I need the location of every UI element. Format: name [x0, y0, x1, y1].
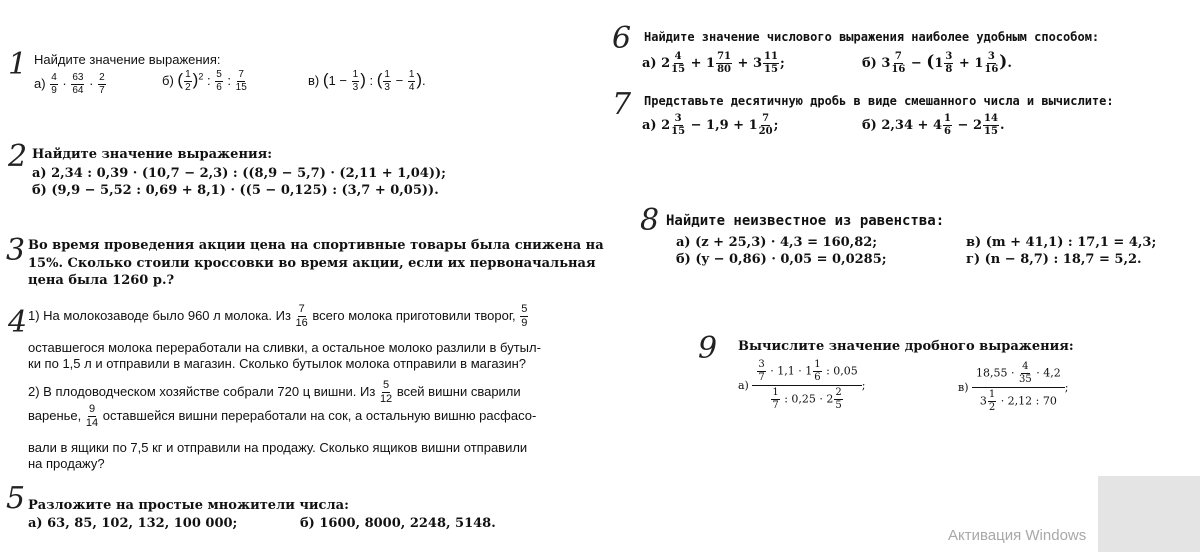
- fraction: $\frac{7}{16}$: [891, 51, 906, 75]
- task1-expressions: а) $\frac{4}{9}$ · $\frac{63}{64}$ · $\frac{2}{7}$: [34, 72, 105, 96]
- fraction: $\frac{3}{16}$: [984, 51, 999, 75]
- task-number-3: 3: [6, 233, 26, 268]
- fraction: $\frac{14}{15}$: [984, 113, 998, 137]
- fraction: $\frac{1}{6}$: [944, 113, 951, 137]
- task3-line2: 15%. Сколько стоили кроссовки во время акции, если их первоначальная: [28, 256, 596, 271]
- fraction: $\frac{4}{35}$: [1018, 361, 1032, 385]
- task-number-9: 9: [698, 331, 718, 366]
- fraction: $\frac{1}{3}$: [352, 69, 359, 94]
- task8-g: г) (n − 8,7) : 18,7 = 5,2.: [966, 252, 1142, 267]
- task6-b: б) 3 $\frac{7}{16}$ − (1 $\frac{3}{8}$ + 1 $\frac{3}{16}$ ).: [862, 51, 1012, 75]
- fraction: $\frac{1}{4}$: [408, 69, 415, 94]
- task4-p2-line3: вали в ящики по 7,5 кг и отправили на продажу. Сколько ящиков вишни отправили: [28, 440, 528, 455]
- task-number-1: 1: [8, 47, 28, 82]
- task1-b: б) ( $\frac{1}{2}$ )$^2$ : $\frac{5}{6}$ : $\frac{7}{15}$: [162, 69, 247, 94]
- task7-a: а) 2 $\frac{3}{15}$ − 1,9 + 1 $\frac{7}{20}$ ;: [642, 113, 779, 137]
- fraction: $\frac{9}{14}$: [85, 403, 99, 429]
- task9-v: в) 18,55 · $\frac{4}{35}$ · 4,2 3 $\frac{1}{2}$ · 2,12 : 70 ;: [958, 361, 1069, 413]
- windows-activation-watermark: Активация Windows: [948, 527, 1087, 544]
- task1-v: в) (1 − $\frac{1}{3}$ ) : ( $\frac{1}{3}$ − $\frac{1}{4}$ ).: [308, 69, 426, 94]
- task9-a: а) $\frac{3}{7}$ · 1,1 · 1 $\frac{1}{6}$ : 0,05 $\frac{1}{7}$ : 0,25 · 2 $\frac{2}{5}$ ;: [738, 359, 866, 411]
- task4-p2-line4: на продажу?: [28, 456, 105, 471]
- fraction: $\frac{2}{7}$: [99, 72, 105, 96]
- task4-p2-line1: 2) В плодоводческом хозяйстве собрали 720 ц вишни. Из $\frac{5}{12}$ всей вишни сварили: [28, 379, 521, 405]
- task5-title: Разложите на простые множители числа:: [28, 498, 349, 513]
- fraction: $\frac{5}{6}$: [216, 69, 222, 94]
- task2-a: а) 2,34 : 0,39 · (10,7 − 2,3) : ((8,9 − 5,7) · (2,11 + 1,04));: [32, 166, 446, 181]
- task8-b: б) (y − 0,86) · 0,05 = 0,0285;: [676, 252, 887, 267]
- task-number-2: 2: [8, 139, 28, 174]
- fraction: $\frac{7}{15}$: [235, 69, 247, 94]
- fraction: $\frac{2}{5}$: [835, 387, 842, 411]
- task2-title: Найдите значение выражения:: [32, 147, 273, 162]
- fraction: $\frac{1}{2}$: [988, 389, 996, 413]
- fraction: $\frac{4}{9}$: [51, 72, 57, 96]
- task6-a: а) 2 $\frac{4}{15}$ + 1 $\frac{71}{80}$ + 3 $\frac{11}{15}$ ;: [642, 51, 785, 75]
- task-number-7: 7: [612, 87, 632, 122]
- task3-line3: цена была 1260 р.?: [28, 273, 175, 288]
- task8-title: Найдите неизвестное из равенства:: [666, 213, 945, 229]
- task2-b: б) (9,9 − 5,52 : 0,69 + 8,1) · ((5 − 0,125) : (3,7 + 0,05)).: [32, 183, 439, 198]
- task8-v: в) (m + 41,1) : 17,1 = 4,3;: [966, 235, 1157, 250]
- compound-fraction-v: 18,55 · $\frac{4}{35}$ · 4,2 3 $\frac{1}{2}$ · 2,12 : 70: [972, 362, 1065, 413]
- grey-overlay: [1098, 476, 1200, 552]
- task5-a: а) 63, 85, 102, 132, 100 000;: [28, 516, 238, 531]
- task8-a: а) (z + 25,3) · 4,3 = 160,82;: [676, 235, 878, 250]
- task4-p1-line3: ки по 1,5 л и отправили в магазин. Сколько бутылок молока отправили в магазин?: [28, 356, 527, 371]
- fraction: $\frac{5}{12}$: [379, 379, 393, 405]
- fraction: $\frac{71}{80}$: [717, 51, 732, 75]
- fraction: $\frac{1}{3}$: [384, 69, 390, 94]
- task-number-8: 8: [640, 203, 660, 238]
- task-number-6: 6: [612, 21, 632, 56]
- fraction: $\frac{11}{15}$: [764, 51, 778, 75]
- task1-a-label: а): [34, 75, 46, 91]
- task6-title: Найдите значение числового выражения наиболее удобным способом:: [644, 30, 1100, 44]
- task1-title: Найдите значение выражения:: [34, 52, 221, 67]
- task9-title: Вычислите значение дробного выражения:: [738, 339, 1074, 354]
- task5-b: б) 1600, 8000, 2248, 5148.: [300, 516, 496, 531]
- task7-title: Представьте десятичную дробь в виде смешанного числа и вычислите:: [644, 94, 1114, 108]
- compound-fraction-a: $\frac{3}{7}$ · 1,1 · 1 $\frac{1}{6}$ : 0,05 $\frac{1}{7}$ : 0,25 · 2 $\frac{2}{5}$: [752, 360, 861, 411]
- fraction: $\frac{1}{7}$: [772, 387, 779, 411]
- fraction: $\frac{7}{16}$: [295, 303, 308, 329]
- task-number-4: 4: [8, 305, 28, 340]
- fraction: $\frac{7}{20}$: [758, 113, 773, 137]
- fraction: $\frac{5}{9}$: [521, 303, 528, 329]
- fraction: $\frac{63}{64}$: [72, 72, 84, 96]
- fraction: $\frac{3}{8}$: [945, 51, 953, 75]
- task3-line1: Во время проведения акции цена на спортивные товары была снижена на: [28, 238, 604, 253]
- fraction: $\frac{3}{7}$: [758, 359, 765, 383]
- fraction: $\frac{4}{15}$: [671, 51, 686, 75]
- task7-b: б) 2,34 + 4 $\frac{1}{6}$ − 2 $\frac{14}{15}$ .: [862, 113, 1005, 137]
- fraction: $\frac{1}{2}$: [185, 69, 191, 94]
- task4-p1-line2: оставшегося молока переработали на сливки, а остальное молоко разлили в бутыл-: [28, 340, 541, 355]
- fraction: $\frac{3}{15}$: [671, 113, 686, 137]
- fraction: $\frac{1}{6}$: [814, 359, 821, 383]
- task4-p2-line2: варенье, $\frac{9}{14}$ оставшейся вишни переработали на сок, а остальную вишню расфасо-: [28, 403, 537, 429]
- task4-p1-line1: 1) На молокозаводе было 960 л молока. Из $\frac{7}{16}$ всего молока приготовили творог, $\frac{5}{9}$: [28, 303, 528, 329]
- task-number-5: 5: [6, 481, 26, 516]
